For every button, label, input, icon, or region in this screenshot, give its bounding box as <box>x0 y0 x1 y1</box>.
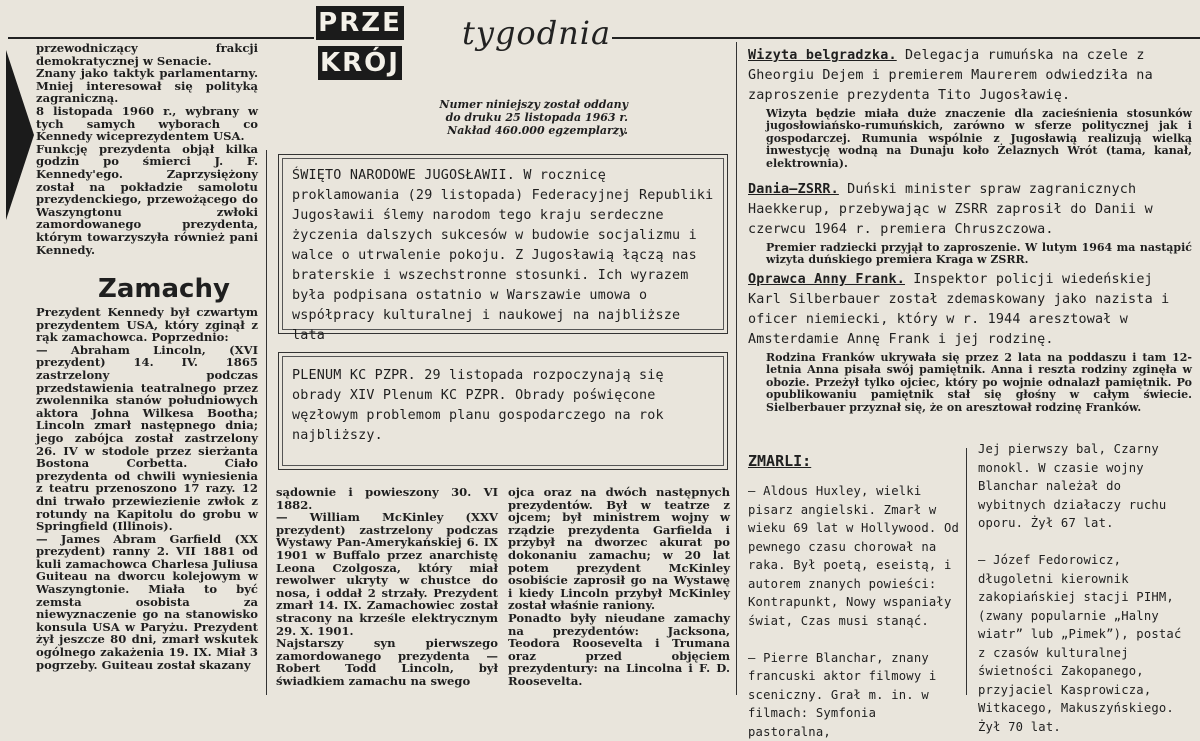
header-rule-right <box>612 37 1200 39</box>
wizyta-body: Wizyta będzie miała duże znaczenie dla zacieśnienia stosunków jugosłowiańsko-rumuńskich, zarówno w sferze politycznej jak i gospodarczej. Rumunia wspólnie z Jugosławią realizują wielką inwestycję wodną na Dunaju koło Żelaznych Wrót (tama, kanał, elektrownia). <box>766 107 1192 170</box>
frank-article <box>748 270 1192 414</box>
divider-zmarli <box>966 448 967 695</box>
frank-title: Oprawca Anny Frank. <box>748 272 905 287</box>
zamachy-body: Prezydent Kennedy był czwartym prezydentem USA, który zginął z rąk zamachowca. Poprzednio: — Abraham Lincoln, (XVI prezydent) 14. IV. 1865 zastrzelony podczas przedstawienia teatralnego przez zwolennika stanów południowych aktora Johna Wilkesa Bootha; Lincoln zmarł następnego dnia; jego zabójca został zastrzelony 26. IV w stodole przez sierżanta Bostona Corbetta. Ciało prezydenta od chwili wyniesienia z teatru przenoszono 17 razy. 12 dni trwało przewiezienie zwłok z rotundy na Kapitolu do grobu w Springfield (Illinois). — James Abram Garfield (XX prezydent) ranny 2. VII 1881 od kuli zamachowca Charlesa Juliusa Guiteau na dworcu kolejowym w Waszyngtonie. Miała to być zemsta osobista za niewyznaczenie go na stanowisko konsula USA w Paryżu. Prezydent żył jeszcze 80 dni, zmarł wskutek ogólnego zakażenia 19. IX. Miał 3 pogrzeby. Guiteau został skazany <box>36 305 258 672</box>
logo-bottom: KRÓJ <box>318 46 402 80</box>
zmarli-col-1: — Aldous Huxley, wielki pisarz angielski. Zmarł w wieku 69 lat w Hollywood. Od pewnego czasu chorował na raka. Był poetą, eseistą, i autorem znanych powieści: Kontrapunkt, Nowy wspaniały świat, Czas musi stanąć. — Pierre Blanchar, znany francuski aktor filmowy i sceniczny. Grał m. in. w filmach: Symfonia pastoralna, <box>748 484 960 739</box>
section-marker <box>6 50 34 220</box>
wizyta-lead: Delegacja rumuńska na czele z Gheorgiu Dejem i premierem Maurerem odwiedziła na zaproszenie prezydenta Tito Jugosławię. <box>748 48 1153 103</box>
zmarli-col-2: Jej pierwszy bal, Czarny monokl. W czasie wojny Blanchar należał do wybitnych działaczy ruchu oporu. Żył 67 lat. — Józef Fedorowicz, długoletni kierownik zakopiańskiej stacji PIHM, (zwany popularnie „Halny wiatr” lub „Pimek”), postać z czasów kulturalnej świetności Zakopanego, przyjaciel Kasprowicza, Witkacego, Makuszyńskiego. Żył 70 lat. <box>978 442 1182 734</box>
dania-title: Dania—ZSRR. <box>748 182 839 197</box>
imprint <box>398 98 628 137</box>
logo-top: PRZE <box>316 6 404 40</box>
imprint-line-1: Numer niniejszy został oddany <box>439 98 628 111</box>
middle-col-2: ojca oraz na dwóch następnych prezydentów. Był w teatrze z ojcem; był ministrem wojny w rządzie prezydenta Garfielda i przybył na dworzec akurat po dokonaniu zamachu; w 20 lat potem prezydent McKinley osobiście zaprosił go na Wystawę i kiedy Lincoln przybył McKinley został właśnie raniony. Ponadto były nieudane zamachy na prezydentów: Jacksona, Teodora Roosevelta i Trumana oraz przed objęciem prezydentury: na Lincolna i F. D. Roosevelta. <box>508 485 730 688</box>
wizyta-article <box>748 46 1192 170</box>
wizyta-lead-block <box>748 46 1192 106</box>
dania-lead: Duński minister spraw zagranicznych Haekkerup, przebywając w ZSRR zaprosił do Danii w czerwcu 1964 r. premiera Chruszczowa. <box>748 182 1153 237</box>
frank-lead: Inspektor policji wiedeńskiej Karl Silberbauer został zdemaskowany jako nazista i oficer niemiecki, który w r. 1944 aresztował w Amsterdamie Annę Frank i jej rodzinę. <box>748 272 1170 347</box>
plenum-text: PLENUM KC PZPR. 29 listopada rozpoczynają się obrady XIV Plenum KC PZPR. Obrady poświęcone węzłowym problemom planu gospodarczego na rok najbliższy. <box>292 368 664 443</box>
wizyta-title: Wizyta belgradzka. <box>748 48 897 63</box>
dania-article <box>748 180 1192 267</box>
middle-col-1: sądownie i powieszony 30. VI 1882. — William McKinley (XXV prezydent) zastrzelony podczas Wystawy Pan-Amerykańskiej 6. IX 1901 w Buffalo przez anarchistę Leona Czolgosza, który miał rewolwer ukryty w chustce do nosa, i oddał 2 strzały. Prezydent zmarł 14. IX. Zamachowiec został stracony na krześle elektrycznym 29. X. 1901. Najstarszy syn pierwszego zamordowanego prezydenta — Robert Todd Lincoln, był świadkiem zamachu na swego <box>276 485 498 688</box>
header-rule-left <box>8 37 314 39</box>
jugoslawia-text: ŚWIĘTO NARODOWE JUGOSŁAWII. W rocznicę proklamowania (29 listopada) Federacyjnej Republiki Jugosławii ślemy narodom tego kraju serdeczne życzenia dalszych sukcesów w budowie socjalizmu i walce o utrwalenie pokoju. Z Jugosławią łączą nas braterskie i wszechstronne stosunki. Ich wyrazem była podpisana ostatnio w Warszawie umowa o współpracy kulturalnej i naukowej na najbliższe lata <box>292 168 714 343</box>
zmarli-heading: ZMARLI: <box>748 452 812 470</box>
divider-left <box>266 150 267 695</box>
frank-lead-block <box>748 270 1192 350</box>
section-title: tygodnia <box>462 14 612 52</box>
zamachy-heading: Zamachy <box>98 274 230 304</box>
divider-right <box>736 42 737 695</box>
imprint-line-2: do druku 25 listopada 1963 r. <box>445 111 628 124</box>
imprint-line-3: Nakład 460.000 egzemplarzy. <box>447 124 628 137</box>
left-intro: przewodniczący frakcji demokratycznej w Senacie. Znany jako taktyk parlamentarny. Mniej interesował się polityką zagraniczną. 8 listopada 1960 r., wybrany w tych samych wyborach co Kennedy wiceprezydentem USA. Funkcję prezydenta objął kilka godzin po śmierci J. F. Kennedy'ego. Zaprzysiężony został na pokładzie samolotu prezydenckiego, przewożącego do Waszyngtonu zwłoki zamordowanego prezydenta, którym towarzyszyła również pani Kennedy. <box>36 41 258 257</box>
dania-body: Premier radziecki przyjął to zaproszenie. W lutym 1964 ma nastąpić wizyta duńskiego premiera Kraga w ZSRR. <box>766 241 1192 267</box>
frank-body: Rodzina Franków ukrywała się przez 2 lata na poddaszu i tam 12-letnia Anna pisała swój pamiętnik. Anna i reszta rodziny zginęła w obozie. Przeżył tylko ojciec, który po wojnie odnalazł pamiętnik. Po opublikowaniu pamiętnik stał się głośny w całym świecie. Sielberbauer przyznał się, że on aresztował rodzinę Franków. <box>766 351 1192 414</box>
dania-lead-block <box>748 180 1192 240</box>
